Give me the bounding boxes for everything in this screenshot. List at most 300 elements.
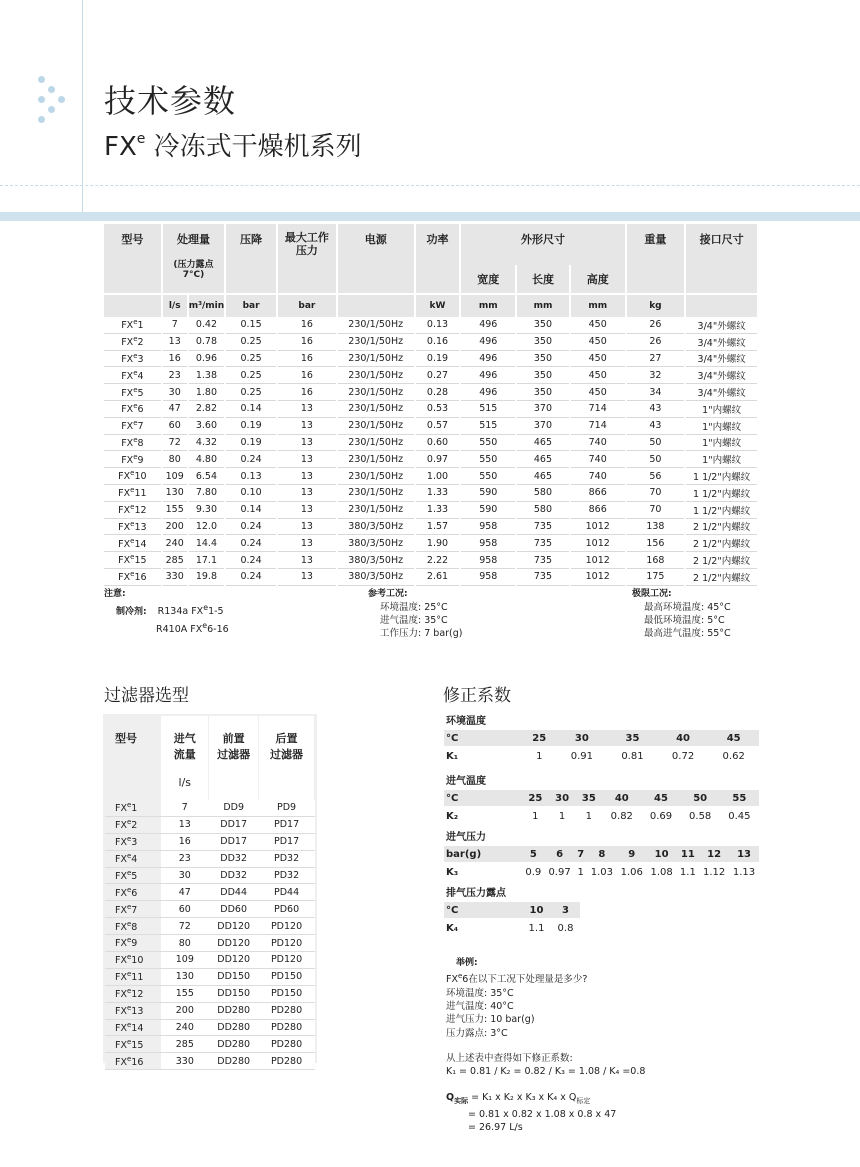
value-cell: 1"内螺纹 xyxy=(685,417,758,434)
table-row xyxy=(105,952,315,969)
value-cell: 16 xyxy=(277,317,337,333)
model-cell: $FX^e2$ xyxy=(104,333,162,350)
value-cell: 1.33 xyxy=(415,501,461,518)
value-cell: 34 xyxy=(626,384,686,401)
value-cell: 740 xyxy=(570,468,626,485)
value-cell: 0.24 xyxy=(225,518,277,535)
value-cell: 138 xyxy=(626,518,686,535)
value-cell: 6.54 xyxy=(188,468,225,485)
col-height: 高度 xyxy=(570,265,626,294)
value-cell: 16 xyxy=(162,350,188,367)
limits-block xyxy=(632,587,731,640)
value-cell: 350 xyxy=(516,317,570,333)
unit-cell: l/s xyxy=(162,294,188,317)
value-cell: 43 xyxy=(626,400,686,417)
value-cell: 11 xyxy=(677,846,700,863)
example-condition: 进气温度: 40°C xyxy=(446,1001,514,1013)
value-cell: 72 xyxy=(162,434,188,451)
value-cell: PD120 xyxy=(259,935,315,952)
value-cell: 45 xyxy=(641,790,680,807)
value-cell: 0.28 xyxy=(415,384,461,401)
value-cell: 4.80 xyxy=(188,451,225,468)
value-cell: 130 xyxy=(161,968,209,985)
notes-label: 注意: xyxy=(104,589,126,599)
table-row xyxy=(444,919,580,936)
example-question: $FX^e6$在以下工况下处理量是多少? xyxy=(446,972,588,986)
value-cell: 370 xyxy=(516,400,570,417)
value-cell: 370 xyxy=(516,417,570,434)
col-power: 功率 xyxy=(415,224,461,294)
example-condition: 进气压力: 10 bar(g) xyxy=(446,1014,535,1026)
value-cell: 168 xyxy=(626,552,686,569)
value-cell: 285 xyxy=(161,1036,209,1053)
value-cell: 1012 xyxy=(570,535,626,552)
value-cell: 13 xyxy=(162,333,188,350)
value-cell: 1.06 xyxy=(620,866,643,878)
value-cell: PD150 xyxy=(259,985,315,1002)
table-row xyxy=(104,451,758,468)
value-cell: 350 xyxy=(516,367,570,384)
value-cell: 350 xyxy=(516,333,570,350)
value-cell: 380/3/50Hz xyxy=(337,552,415,569)
value-cell: 43 xyxy=(626,417,686,434)
value-cell: 13 xyxy=(277,535,337,552)
model-cell: $FX^e11$ xyxy=(105,968,161,985)
value-cell: 450 xyxy=(570,367,626,384)
value-cell: 16 xyxy=(277,367,337,384)
col-connection: 接口尺寸 xyxy=(685,224,758,294)
value-cell: 7 xyxy=(161,800,209,816)
table-row xyxy=(104,384,758,401)
value-cell: 0.25 xyxy=(225,384,277,401)
value-cell: 1 1/2"内螺纹 xyxy=(685,468,758,485)
inlet-table xyxy=(444,790,759,824)
value-cell: DD280 xyxy=(209,1019,259,1036)
value-cell: 155 xyxy=(161,985,209,1002)
unit-cell xyxy=(685,294,758,317)
unit-cell: bar xyxy=(277,294,337,317)
value-cell: 80 xyxy=(162,451,188,468)
value-cell: 1.1 xyxy=(528,922,545,934)
value-cell: 2 1/2"内螺纹 xyxy=(685,568,758,585)
table-row xyxy=(444,902,580,919)
value-cell: PD17 xyxy=(259,816,315,833)
value-cell: 0.24 xyxy=(225,451,277,468)
dewpoint-table xyxy=(444,902,580,936)
value-cell: 330 xyxy=(161,1053,209,1070)
value-cell: 515 xyxy=(460,400,516,417)
reference-line: 环境温度: 25°C xyxy=(380,602,448,613)
value-cell: DD120 xyxy=(209,918,259,935)
value-cell: 1.03 xyxy=(590,866,614,878)
model-cell: $FX^e2$ xyxy=(105,816,161,833)
model-cell: $FX^e4$ xyxy=(105,850,161,867)
k-cell: K₄ xyxy=(446,922,459,934)
value-cell: 230/1/50Hz xyxy=(337,367,415,384)
example-condition: 压力露点: 3°C xyxy=(446,1027,508,1039)
unit-cell: °C xyxy=(444,902,522,919)
table-row xyxy=(444,846,759,863)
value-cell: 380/3/50Hz xyxy=(337,568,415,585)
value-cell: 866 xyxy=(570,501,626,518)
value-cell: 0.14 xyxy=(225,400,277,417)
value-cell: 0.19 xyxy=(225,434,277,451)
ambient-label: 环境温度 xyxy=(446,716,486,727)
value-cell: 109 xyxy=(161,952,209,969)
value-cell: 740 xyxy=(570,434,626,451)
value-cell: 7 xyxy=(575,846,587,863)
value-cell: 2 1/2"内螺纹 xyxy=(685,518,758,535)
value-cell: 330 xyxy=(162,568,188,585)
value-cell: 735 xyxy=(516,552,570,569)
model-cell: $FX^e1$ xyxy=(104,317,162,333)
model-cell: $FX^e14$ xyxy=(105,1019,161,1036)
value-cell: 10 xyxy=(522,902,551,919)
value-cell: 26 xyxy=(626,333,686,350)
units-row xyxy=(104,294,758,317)
value-cell: 230/1/50Hz xyxy=(337,333,415,350)
value-cell: 13 xyxy=(277,484,337,501)
value-cell: 7.80 xyxy=(188,484,225,501)
model-cell: $FX^e16$ xyxy=(105,1053,161,1070)
col-max-pressure: 最大工作压力 xyxy=(277,224,337,294)
value-cell: 60 xyxy=(162,417,188,434)
value-cell: 13 xyxy=(277,451,337,468)
value-cell: DD17 xyxy=(209,833,259,850)
value-cell: 2 1/2"内螺纹 xyxy=(685,535,758,552)
example-lookup: 从上述表中查得如下修正系数: xyxy=(446,1052,573,1064)
value-cell: 465 xyxy=(516,451,570,468)
value-cell: 16 xyxy=(277,350,337,367)
value-cell: 1"内螺纹 xyxy=(685,400,758,417)
value-cell: 200 xyxy=(161,1002,209,1019)
value-cell: 16 xyxy=(277,384,337,401)
value-cell: 0.13 xyxy=(225,468,277,485)
value-cell: 14.4 xyxy=(188,535,225,552)
value-cell: 19.8 xyxy=(188,568,225,585)
value-cell: 1.12 xyxy=(702,866,726,878)
model-cell: $FX^e8$ xyxy=(104,434,162,451)
value-cell: 1 xyxy=(577,866,584,878)
value-cell: 47 xyxy=(161,884,209,901)
value-cell: 450 xyxy=(570,333,626,350)
unit-cell: bar(g) xyxy=(444,846,522,863)
header-dashed-rule xyxy=(0,185,860,186)
k-cell: K₁ xyxy=(446,750,459,762)
model-cell: $FX^e11$ xyxy=(104,484,162,501)
value-cell: 27 xyxy=(626,350,686,367)
model-cell: $FX^e10$ xyxy=(105,952,161,969)
value-cell: 45 xyxy=(708,730,759,747)
value-cell: 580 xyxy=(516,501,570,518)
value-cell: 0.53 xyxy=(415,400,461,417)
ambient-table xyxy=(444,730,759,764)
value-cell: 1.1 xyxy=(679,866,696,878)
table-row xyxy=(105,935,315,952)
table-row xyxy=(105,800,315,816)
value-cell: 12 xyxy=(699,846,729,863)
header-vertical-rule xyxy=(82,0,83,212)
value-cell: 230/1/50Hz xyxy=(337,350,415,367)
k-cell: K₃ xyxy=(446,866,459,878)
value-cell: 230/1/50Hz xyxy=(337,501,415,518)
value-cell: 465 xyxy=(516,468,570,485)
value-cell: 13 xyxy=(277,400,337,417)
value-cell: 70 xyxy=(626,484,686,501)
value-cell: 0.16 xyxy=(415,333,461,350)
value-cell: 590 xyxy=(460,484,516,501)
table-row xyxy=(105,968,315,985)
value-cell: 1012 xyxy=(570,518,626,535)
value-cell: PD280 xyxy=(259,1036,315,1053)
unit-cell: °C xyxy=(444,790,522,807)
value-cell: 350 xyxy=(516,350,570,367)
value-cell: 35 xyxy=(607,730,658,747)
unit-cell: m³/min xyxy=(188,294,225,317)
value-cell: 3/4"外螺纹 xyxy=(685,384,758,401)
col-length: 长度 xyxy=(516,265,570,294)
value-cell: 30 xyxy=(162,384,188,401)
pressure-label: 进气压力 xyxy=(446,832,486,843)
value-cell: 0.97 xyxy=(415,451,461,468)
value-cell: 8 xyxy=(587,846,617,863)
value-cell: 0.24 xyxy=(225,535,277,552)
page-subtitle: $FX^e$ 冷冻式干燥机系列 xyxy=(104,131,362,162)
table-row xyxy=(104,484,758,501)
value-cell: DD44 xyxy=(209,884,259,901)
value-cell: PD17 xyxy=(259,833,315,850)
col-capacity: 处理量 (压力露点7°C) xyxy=(162,224,225,294)
value-cell: 1.00 xyxy=(415,468,461,485)
value-cell: 175 xyxy=(626,568,686,585)
model-cell: $FX^e4$ xyxy=(104,367,162,384)
value-cell: 0.8 xyxy=(557,922,574,934)
value-cell: 16 xyxy=(161,833,209,850)
value-cell: 1 xyxy=(585,810,593,822)
value-cell: 496 xyxy=(460,333,516,350)
table-row xyxy=(105,884,315,901)
value-cell: 465 xyxy=(516,434,570,451)
value-cell: 714 xyxy=(570,400,626,417)
example-condition: 环境温度: 35°C xyxy=(446,987,514,999)
value-cell: 109 xyxy=(162,468,188,485)
table-row xyxy=(104,568,758,585)
refrigerant-1: R134a $FX^e1-5$ xyxy=(157,603,224,618)
dewpoint-label: 排气压力露点 xyxy=(446,888,506,899)
reference-label: 参考工况: xyxy=(368,589,408,599)
value-cell: DD17 xyxy=(209,816,259,833)
value-cell: 0.25 xyxy=(225,350,277,367)
table-row xyxy=(105,1053,315,1070)
table-row xyxy=(104,468,758,485)
value-cell: 40 xyxy=(658,730,709,747)
value-cell: 0.14 xyxy=(225,501,277,518)
header-band xyxy=(0,212,860,221)
value-cell: 380/3/50Hz xyxy=(337,518,415,535)
value-cell: 25 xyxy=(522,730,557,747)
value-cell: 0.42 xyxy=(188,317,225,333)
value-cell: 2.22 xyxy=(415,552,461,569)
value-cell: 0.60 xyxy=(415,434,461,451)
page-title: 技术参数 xyxy=(104,82,237,120)
value-cell: 0.10 xyxy=(225,484,277,501)
value-cell: DD280 xyxy=(209,1053,259,1070)
col-model: 型号 xyxy=(104,224,162,294)
value-cell: 3/4"外螺纹 xyxy=(685,350,758,367)
table-row xyxy=(104,317,758,333)
table-row xyxy=(105,1019,315,1036)
dots-decoration-icon xyxy=(36,76,68,124)
value-cell: 2.61 xyxy=(415,568,461,585)
value-cell: 550 xyxy=(460,451,516,468)
table-row xyxy=(105,867,315,884)
value-cell: PD9 xyxy=(259,800,315,816)
value-cell: 496 xyxy=(460,367,516,384)
value-cell: 230/1/50Hz xyxy=(337,451,415,468)
col-width: 宽度 xyxy=(460,265,516,294)
value-cell: 9 xyxy=(617,846,647,863)
model-cell: $FX^e9$ xyxy=(105,935,161,952)
value-cell: 958 xyxy=(460,518,516,535)
value-cell: 3/4"外螺纹 xyxy=(685,367,758,384)
value-cell: 735 xyxy=(516,535,570,552)
table-row xyxy=(105,985,315,1002)
table-row xyxy=(105,850,315,867)
value-cell: 7 xyxy=(162,317,188,333)
limits-label: 极限工况: xyxy=(632,589,672,599)
value-cell: DD120 xyxy=(209,935,259,952)
example-block xyxy=(446,957,645,1134)
value-cell: DD150 xyxy=(209,985,259,1002)
filter-section-title: 过滤器选型 xyxy=(104,686,189,706)
value-cell: PD44 xyxy=(259,884,315,901)
model-cell: $FX^e6$ xyxy=(105,884,161,901)
value-cell: PD150 xyxy=(259,968,315,985)
unit-cell: kW xyxy=(415,294,461,317)
inlet-label: 进气温度 xyxy=(446,776,486,787)
value-cell: 6 xyxy=(545,846,575,863)
limits-line: 最高进气温度: 55°C xyxy=(644,628,731,639)
value-cell: 240 xyxy=(161,1019,209,1036)
value-cell: 230/1/50Hz xyxy=(337,417,415,434)
value-cell: DD280 xyxy=(209,1002,259,1019)
value-cell: PD120 xyxy=(259,952,315,969)
col-power-supply: 电源 xyxy=(337,224,415,294)
value-cell: 958 xyxy=(460,535,516,552)
value-cell: 0.81 xyxy=(621,750,644,762)
value-cell: 13 xyxy=(277,552,337,569)
value-cell: 350 xyxy=(516,384,570,401)
model-cell: $FX^e9$ xyxy=(104,451,162,468)
value-cell: DD9 xyxy=(209,800,259,816)
model-cell: $FX^e6$ xyxy=(104,400,162,417)
value-cell: 60 xyxy=(161,901,209,918)
value-cell: PD60 xyxy=(259,901,315,918)
value-cell: 714 xyxy=(570,417,626,434)
value-cell: 0.58 xyxy=(689,810,712,822)
value-cell: 30 xyxy=(557,730,608,747)
col-weight: 重量 xyxy=(626,224,686,294)
value-cell: 130 xyxy=(162,484,188,501)
value-cell: 50 xyxy=(626,451,686,468)
value-cell: 515 xyxy=(460,417,516,434)
value-cell: 12.0 xyxy=(188,518,225,535)
value-cell: 32 xyxy=(626,367,686,384)
value-cell: 550 xyxy=(460,434,516,451)
value-cell: 13 xyxy=(277,568,337,585)
model-cell: $FX^e1$ xyxy=(105,800,161,816)
model-cell: $FX^e10$ xyxy=(104,468,162,485)
value-cell: 450 xyxy=(570,317,626,333)
example-formula: $Q_{实际} = K_1$ x K₂ x K₃ x K₄ x $Q_{标定}$ xyxy=(446,1091,591,1105)
example-line3: = 26.97 L/s xyxy=(468,1122,523,1134)
value-cell: 3 xyxy=(551,902,580,919)
table-row xyxy=(444,790,759,807)
value-cell: 0.9 xyxy=(525,866,542,878)
value-cell: 0.25 xyxy=(225,367,277,384)
value-cell: 23 xyxy=(161,850,209,867)
value-cell: 590 xyxy=(460,501,516,518)
table-row xyxy=(104,417,758,434)
value-cell: PD120 xyxy=(259,918,315,935)
value-cell: 496 xyxy=(460,350,516,367)
value-cell: 230/1/50Hz xyxy=(337,384,415,401)
value-cell: 0.78 xyxy=(188,333,225,350)
model-cell: $FX^e12$ xyxy=(104,501,162,518)
value-cell: DD60 xyxy=(209,901,259,918)
value-cell: 240 xyxy=(162,535,188,552)
value-cell: 13 xyxy=(161,816,209,833)
value-cell: 1.80 xyxy=(188,384,225,401)
table-row xyxy=(104,501,758,518)
value-cell: 3/4"外螺纹 xyxy=(685,317,758,333)
filter-col-model: 型号 xyxy=(105,716,161,800)
value-cell: DD32 xyxy=(209,867,259,884)
value-cell: 1 xyxy=(532,810,539,822)
value-cell: 285 xyxy=(162,552,188,569)
table-row xyxy=(444,863,759,880)
value-cell: 16 xyxy=(277,333,337,350)
value-cell: 496 xyxy=(460,317,516,333)
value-cell: 0.69 xyxy=(649,810,673,822)
filter-col-flow: 进气 流量 l/s xyxy=(161,716,209,800)
value-cell: 230/1/50Hz xyxy=(337,400,415,417)
table-row xyxy=(104,367,758,384)
spec-table xyxy=(104,224,759,586)
table-row xyxy=(444,730,759,747)
value-cell: 1.13 xyxy=(732,866,756,878)
model-cell: $FX^e12$ xyxy=(105,985,161,1002)
value-cell: 56 xyxy=(626,468,686,485)
correction-section-title: 修正系数 xyxy=(443,686,511,706)
unit-cell xyxy=(337,294,415,317)
k-cell: K₂ xyxy=(446,810,459,822)
table-row xyxy=(104,434,758,451)
filter-col-post: 后置 过滤器 xyxy=(259,716,315,800)
value-cell: 155 xyxy=(162,501,188,518)
value-cell: 0.82 xyxy=(610,810,633,822)
value-cell: 1.33 xyxy=(415,484,461,501)
value-cell: 13 xyxy=(277,468,337,485)
pressure-table xyxy=(444,846,759,880)
table-row xyxy=(105,833,315,850)
table-row xyxy=(105,918,315,935)
value-cell: 580 xyxy=(516,484,570,501)
col-pressure-drop: 压降 xyxy=(225,224,277,294)
unit-cell xyxy=(104,294,162,317)
table-row xyxy=(104,333,758,350)
value-cell: 70 xyxy=(626,501,686,518)
